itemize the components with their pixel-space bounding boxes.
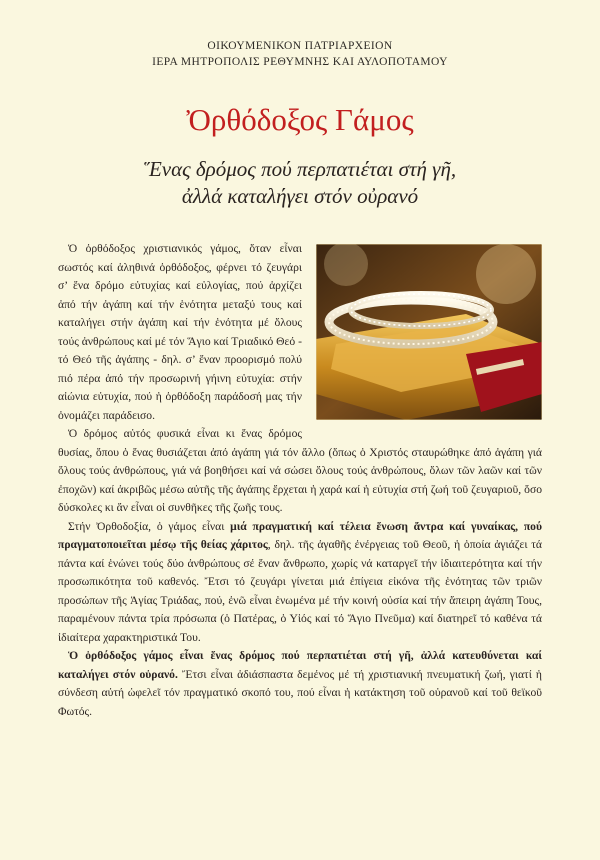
paragraph-3-emphasis: μιά πραγματική καί τέλεια ἕνωση ἄντρα καί γυναίκας, πού πραγματοποιεῖται μέσῳ τῆς θείας χάριτος: [58, 519, 543, 551]
article-body: [58, 240, 542, 721]
subtitle: [58, 156, 542, 210]
subtitle-line-1: Ἕνας δρόμος πού περπατιέται στή γῆ,: [143, 157, 457, 181]
paragraph-4-emphasis: Ὁ ὀρθόδοξος γάμος εἶναι ἕνας δρόμος πού περπατιέται στή γῆ, ἀλλά κατευθύνεται καί καταλήγει στόν οὐρανό.: [58, 649, 542, 681]
paragraph-3: [58, 518, 542, 648]
page-title: Ὀρθόδοξος Γάμος: [186, 102, 414, 137]
wedding-crowns-photo: [316, 244, 542, 420]
paragraph-4-end: Ἔτσι εἶναι ἀδιάσπαστα δεμένος μέ τή χριστιανική πνευματική ζωή, γιατί ἡ σύνδεση αὐτή ὠφελεῖ τόν πραγματικό σκοπό του, πού εἶναι ἡ κατάκτηση τοῦ οὐρανοῦ καί τοῦ θεϊκοῦ Φωτός.: [58, 667, 542, 718]
paragraph-2: Ὁ δρόμος αὐτός φυσικά εἶναι κι ἕνας δρόμος θυσίας, ὅπου ὁ ἕνας θυσιάζεται ἀπό ἀγάπη γιά τόν ἄλλο (ὅπως ὁ Χριστός σταυρώθηκε ἀπό ἀγάπη γιά ὅλους τούς ἀνθρώπους, γιά νά βοηθήσει καί νά σώσει ὅλους τούς ἀνθρώπους, ὅλων τῶν λαῶν καί τῶν ἐποχῶν) καί ἀκριβῶς μέσω αὐτῆς τῆς ἀγάπης ἔρχεται ἡ χαρά καί ἡ εὐτυχία στή ζωή τοῦ ζευγαριοῦ, ὅσο δύσκολες κι ἄν εἶναι οἱ συνθῆκες τῆς ζωῆς τους.: [58, 427, 542, 514]
metropolis-header: ΙΕΡΑ ΜΗΤΡΟΠΟΛΙΣ ΡΕΘΥΜΝΗΣ ΚΑΙ ΑΥΛΟΠΟΤΑΜΟΥ: [152, 56, 448, 68]
paragraph-4: [58, 647, 542, 721]
paragraph-1: Ὁ ὀρθόδοξος χριστιανικός γάμος, ὅταν εἶναι σωστός καί ἀληθινά ὀρθόδοξος, φέρνει τό ζευγάρι σ’ ἕνα δρόμο εὐτυχίας καί εὐλογίας, πού ἀρχίζει ἀπό τήν ἀγάπη καί τήν ἑνότητα μεταξύ τους καί καταλήγει στήν ἀγάπη καί τήν ἑνότητα μέ ὅλους τούς ἀνθρώπους καί μέ τόν Ἅγιο καί Τριαδικό Θεό - τό Θεό τῆς ἀγάπης - δηλ. σ’ ἕναν προορισμό πολύ πιό πέρα ἀπό τήν προσωρινή γήινη εὐτυχία: στήν αἰώνια εὐτυχία, πού ἡ ὀρθόδοξη παράδοσή μας τήν ὀνομάζει παράδεισο.: [58, 242, 302, 422]
paragraph-3-start: Στήν Ὀρθοδοξία, ὁ γάμος εἶναι: [68, 519, 231, 533]
subtitle-line-2: ἀλλά καταλήγει στόν οὐρανό: [181, 184, 419, 208]
patriarchate-header: ΟΙΚΟΥΜΕΝΙΚΟΝ ΠΑΤΡΙΑΡΧΕΙΟΝ: [207, 40, 393, 52]
paragraph-3-end: , δηλ. τῆς ἀγαθῆς ἐνέργειας τοῦ Θεοῦ, ἡ ὁποία ἁγιάζει τά πάντα καί ἑνώνει τούς δύο ἀνθρώπους σέ ἕναν ἄνθρωπο, χωρίς νά καταργεῖ τήν ἰδιαιτερότητα καί τήν προσωπικότητα τοῦ καθενός. Ἔτσι τό ζευγάρι γίνεται μιά ἐπίγεια εἰκόνα τῆς ἑνότητας τῶν τριῶν προσώπων τῆς Ἁγίας Τριάδας, πού, ἐνῶ εἶναι ἑνωμένα μέ τήν κοινή οὐσία καί τήν ἄπειρη ἀγάπη Τους, παραμένουν πάντα τρία πρόσωπα (ὁ Πατέρας, ὁ Υἱός καί τό Ἅγιο Πνεῦμα) καί διατηρεῖ τό καθένα τά ἰδιαίτερα χαρακτηριστικά Του.: [58, 538, 542, 644]
page: [0, 40, 600, 860]
